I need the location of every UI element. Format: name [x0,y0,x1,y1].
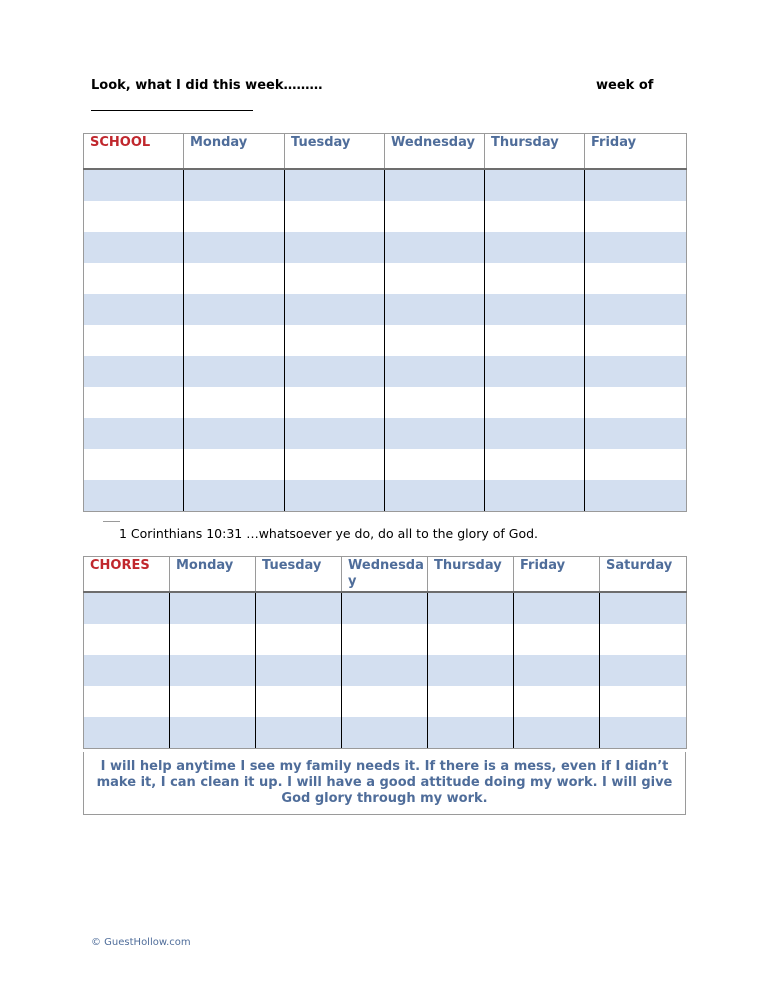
school-cell[interactable] [485,263,585,294]
copyright-footer: © GuestHollow.com [91,937,191,948]
chores-col-wednesday: Wednesday [342,557,428,593]
school-header-row [84,134,687,170]
chores-header: CHORES [84,557,170,593]
school-cell[interactable] [485,418,585,449]
chores-cell[interactable] [84,592,170,624]
chores-cell[interactable] [600,686,687,717]
chores-col-tuesday: Tuesday [256,557,342,593]
chores-row [84,624,687,655]
chores-col-saturday: Saturday [600,557,687,593]
school-cell[interactable] [285,480,385,512]
chores-cell[interactable] [84,686,170,717]
chores-cell[interactable] [428,624,514,655]
school-cell[interactable] [184,201,285,232]
pledge-text: I will help anytime I see my family needs it. If there is a mess, even if I didn’t make it, I can clean it up. I will have a good attitude doing my work. I will give God glory through my work. [96,759,673,806]
chores-col-friday: Friday [514,557,600,593]
school-cell[interactable] [285,356,385,387]
school-row [84,294,687,325]
school-cell[interactable] [485,449,585,480]
school-cell[interactable] [385,449,485,480]
chores-cell[interactable] [170,592,256,624]
school-cell[interactable] [184,325,285,356]
school-cell[interactable] [184,480,285,512]
school-cell[interactable] [485,232,585,263]
school-cell[interactable] [485,169,585,201]
school-cell[interactable] [285,201,385,232]
school-cell[interactable] [485,356,585,387]
school-cell[interactable] [385,356,485,387]
school-cell[interactable] [84,294,184,325]
school-cell[interactable] [84,201,184,232]
school-cell[interactable] [385,232,485,263]
chores-cell[interactable] [170,686,256,717]
chores-cell[interactable] [428,686,514,717]
school-row [84,169,687,201]
chores-cell[interactable] [428,592,514,624]
school-cell[interactable] [585,294,687,325]
chores-cell[interactable] [514,592,600,624]
school-cell[interactable] [285,232,385,263]
week-of-blank-line [91,110,253,111]
school-col-thursday: Thursday [485,134,585,170]
school-cell[interactable] [84,356,184,387]
chores-header-row [84,557,687,593]
school-cell[interactable] [84,418,184,449]
chores-row [84,655,687,686]
chores-cell[interactable] [170,717,256,749]
school-col-friday: Friday [585,134,687,170]
school-cell[interactable] [585,325,687,356]
school-cell[interactable] [385,169,485,201]
school-cell[interactable] [485,480,585,512]
school-cell[interactable] [285,169,385,201]
chores-cell[interactable] [600,592,687,624]
school-cell[interactable] [385,387,485,418]
chores-cell[interactable] [428,717,514,749]
school-cell[interactable] [184,449,285,480]
school-cell[interactable] [585,449,687,480]
chores-cell[interactable] [84,655,170,686]
chores-cell[interactable] [600,717,687,749]
school-cell[interactable] [184,232,285,263]
chores-cell[interactable] [342,686,428,717]
pledge-box [83,752,686,815]
school-row [84,418,687,449]
chores-cell[interactable] [342,624,428,655]
chores-cell[interactable] [514,624,600,655]
school-cell[interactable] [184,294,285,325]
chores-cell[interactable] [256,717,342,749]
chores-cell[interactable] [84,624,170,655]
school-cell[interactable] [184,263,285,294]
chores-cell[interactable] [256,624,342,655]
school-cell[interactable] [285,387,385,418]
school-cell[interactable] [84,325,184,356]
school-cell[interactable] [585,418,687,449]
school-table [83,133,687,512]
school-col-monday: Monday [184,134,285,170]
chores-table [83,556,687,749]
school-cell[interactable] [585,387,687,418]
school-cell[interactable] [184,418,285,449]
school-cell[interactable] [84,387,184,418]
school-cell[interactable] [485,294,585,325]
school-row [84,387,687,418]
school-header: SCHOOL [84,134,184,170]
school-cell[interactable] [285,449,385,480]
school-col-wednesday: Wednesday [385,134,485,170]
school-cell[interactable] [385,480,485,512]
week-of-label: week of [596,78,654,93]
chores-cell[interactable] [600,655,687,686]
school-cell[interactable] [84,169,184,201]
page-title: Look, what I did this week……… [91,78,323,93]
school-row [84,232,687,263]
school-cell[interactable] [485,325,585,356]
chores-col-thursday: Thursday [428,557,514,593]
school-cell[interactable] [285,325,385,356]
school-cell[interactable] [285,418,385,449]
school-cell[interactable] [84,263,184,294]
school-cell[interactable] [585,232,687,263]
school-row [84,325,687,356]
school-cell[interactable] [184,356,285,387]
school-cell[interactable] [385,201,485,232]
chores-cell[interactable] [428,655,514,686]
chores-cell[interactable] [256,686,342,717]
bible-verse: 1 Corinthians 10:31 …whatsoever ye do, do all to the glory of God. [119,526,539,541]
school-cell[interactable] [485,201,585,232]
school-cell[interactable] [585,480,687,512]
chores-cell[interactable] [514,655,600,686]
school-row [84,201,687,232]
school-row [84,263,687,294]
school-cell[interactable] [84,449,184,480]
school-col-tuesday: Tuesday [285,134,385,170]
school-cell[interactable] [84,480,184,512]
chores-cell[interactable] [514,717,600,749]
school-cell[interactable] [585,263,687,294]
school-cell[interactable] [385,418,485,449]
school-cell[interactable] [285,294,385,325]
school-cell[interactable] [184,169,285,201]
school-cell[interactable] [385,325,485,356]
school-cell[interactable] [385,263,485,294]
chores-cell[interactable] [256,592,342,624]
chores-cell[interactable] [342,592,428,624]
chores-cell[interactable] [84,717,170,749]
chores-cell[interactable] [342,655,428,686]
chores-row [84,592,687,624]
school-cell[interactable] [184,387,285,418]
school-cell[interactable] [585,201,687,232]
chores-cell[interactable] [600,624,687,655]
school-cell[interactable] [385,294,485,325]
school-row [84,356,687,387]
chores-cell[interactable] [342,717,428,749]
verse-divider [103,521,120,522]
school-cell[interactable] [84,232,184,263]
school-row [84,480,687,512]
school-cell[interactable] [585,169,687,201]
chores-cell[interactable] [514,686,600,717]
chores-cell[interactable] [256,655,342,686]
chores-col-monday: Monday [170,557,256,593]
school-cell[interactable] [485,387,585,418]
chores-cell[interactable] [170,624,256,655]
school-cell[interactable] [285,263,385,294]
chores-row [84,686,687,717]
chores-row [84,717,687,749]
school-row [84,449,687,480]
school-cell[interactable] [585,356,687,387]
chores-cell[interactable] [170,655,256,686]
